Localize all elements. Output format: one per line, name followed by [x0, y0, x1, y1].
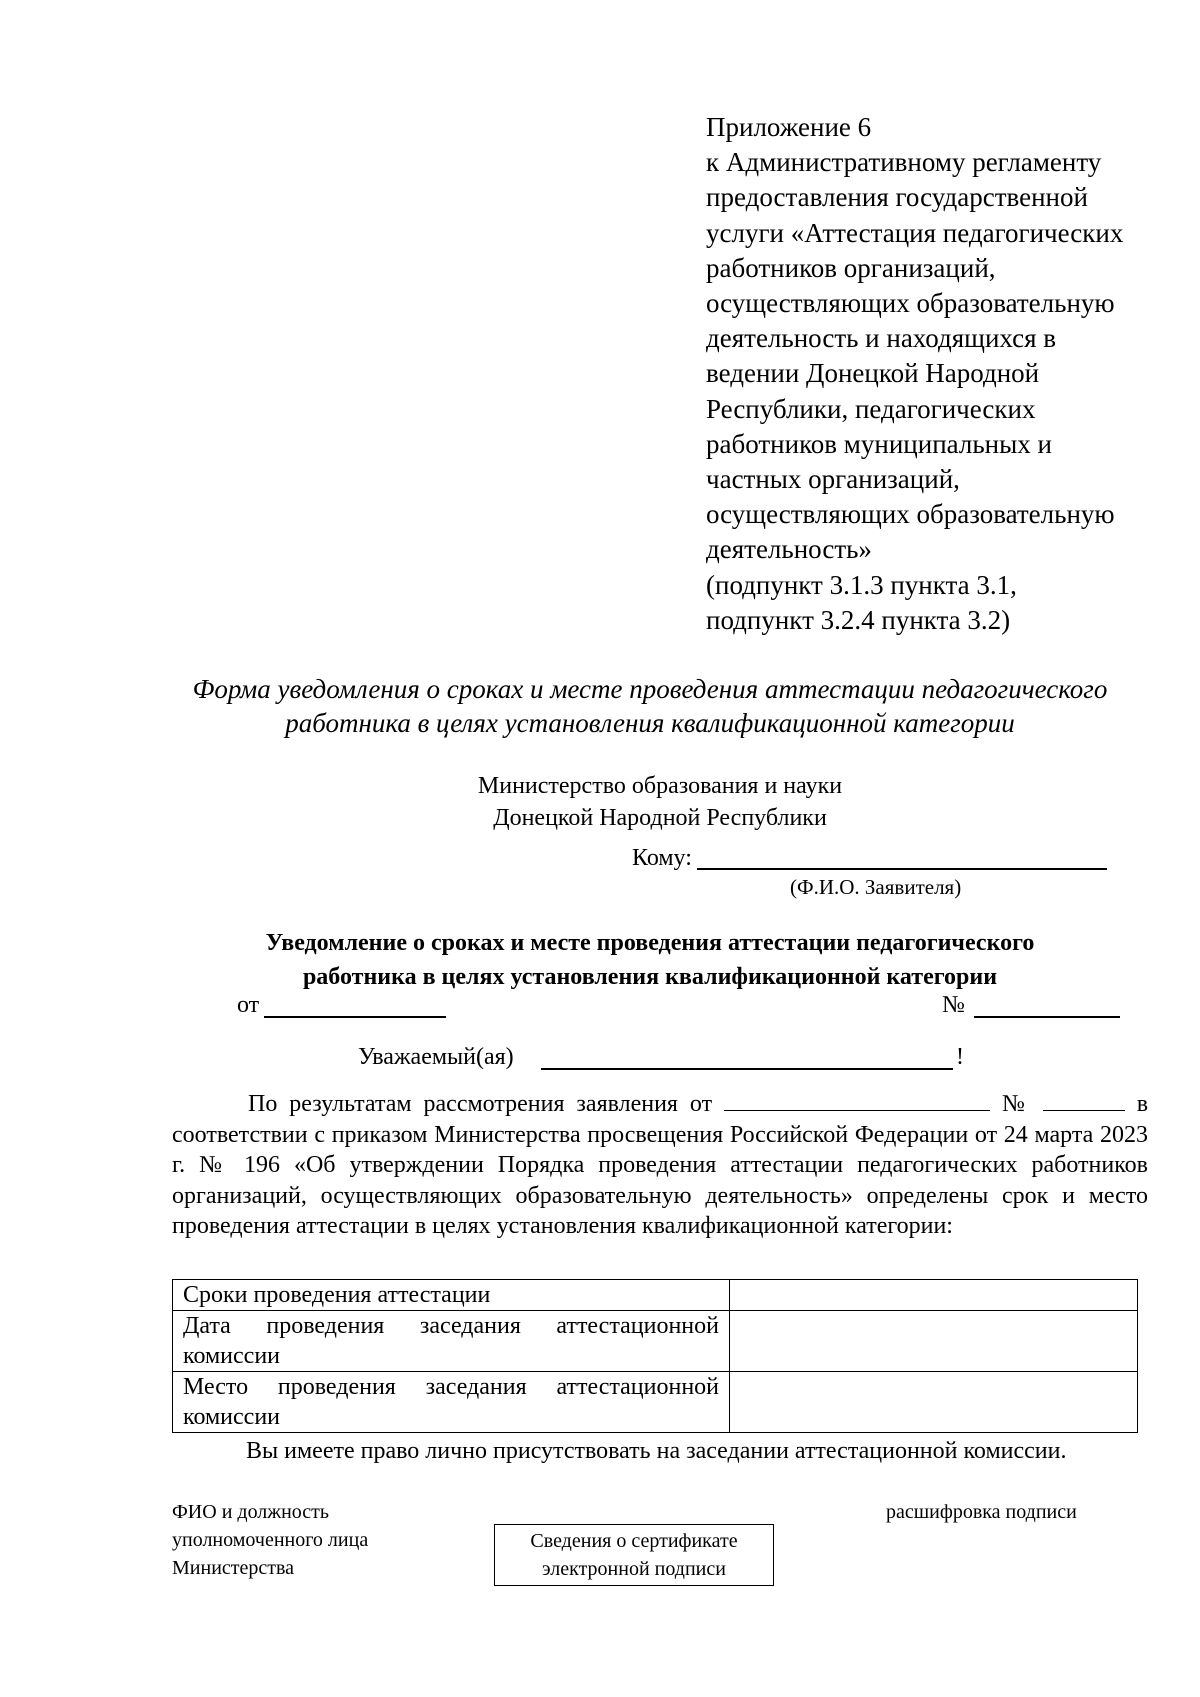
notice-title	[150, 926, 1150, 994]
appendix-line: подпункт 3.2.4 пункта 3.2)	[706, 604, 1011, 635]
signatory-position	[172, 1498, 368, 1582]
number-label: №	[942, 992, 965, 1018]
appendix-header	[706, 110, 1166, 638]
body-number-sign: №	[1001, 1091, 1031, 1117]
appendix-line: осуществляющих образовательную	[706, 499, 1115, 530]
table-cell-value[interactable]	[730, 1372, 1138, 1433]
appendix-line: осуществляющих образовательную	[706, 288, 1115, 319]
signatory-line: Министерства	[172, 1557, 295, 1579]
number-field-line[interactable]	[974, 1016, 1120, 1018]
greeting-name-field-line[interactable]	[541, 1068, 953, 1070]
form-title-line-1: Форма уведомления о сроках и месте проведения аттестации педагогического	[192, 674, 1108, 704]
greeting-exclamation: !	[956, 1044, 964, 1070]
body-text-part-2: в соответствии с приказом Министерства просвещения Российской Федерации от 24 марта 2023 г. № 196 «Об утверждении Порядка проведения аттестации педагогических работников организаций, осуществляющих образовательную деятельность» определены срок и место проведения аттестации в целях установления квалификационной категории:	[172, 1091, 1149, 1239]
signature-decoding: расшифровка подписи	[886, 1501, 1077, 1523]
table-cell-label: Сроки проведения аттестации	[173, 1280, 730, 1311]
appendix-line: Республики, педагогических	[706, 393, 1036, 424]
recipient-field-line[interactable]	[697, 868, 1107, 870]
table-row	[173, 1372, 1138, 1433]
e-signature-certificate-box	[494, 1524, 774, 1586]
signatory-line: ФИО и должность	[172, 1501, 330, 1523]
appendix-line: деятельность и находящихся в	[706, 323, 1057, 354]
notice-title-line-2: работника в целях установления квалификационной категории	[302, 964, 998, 990]
recipient-label: Кому:	[632, 845, 692, 871]
ministry-line-2: Донецкой Народной Республики	[493, 805, 827, 831]
appendix-line: (подпункт 3.1.3 пункта 3.1,	[706, 569, 1017, 600]
ministry-line-1: Министерство образования и науки	[477, 773, 843, 799]
certificate-line: электронной подписи	[542, 1558, 726, 1580]
table-cell-label: Место проведения заседания аттестационной комиссии	[173, 1372, 730, 1433]
application-date-blank[interactable]	[724, 1088, 990, 1111]
table-cell-value[interactable]	[730, 1311, 1138, 1372]
table-row	[173, 1311, 1138, 1372]
appendix-line: предоставления государственной	[706, 182, 1088, 213]
appendix-line: Приложение 6	[706, 112, 872, 142]
appendix-line: услуги «Аттестация педагогических	[706, 217, 1124, 248]
form-title	[150, 672, 1150, 740]
certificate-line: Сведения о сертификате	[530, 1530, 738, 1552]
form-title-line-2: работника в целях установления квалификационной категории	[285, 708, 1015, 738]
greeting-label: Уважаемый(ая)	[358, 1044, 514, 1070]
body-text-part-1: По результатам рассмотрения заявления от	[248, 1091, 713, 1117]
appendix-line: работников организаций,	[706, 252, 996, 283]
notice-title-line-1: Уведомление о сроках и месте проведения аттестации педагогического	[265, 930, 1035, 956]
appendix-line: к Административному регламенту	[706, 147, 1102, 178]
table-cell-label: Дата проведения заседания аттестационной комиссии	[173, 1311, 730, 1372]
appendix-line: деятельность»	[706, 534, 872, 565]
application-number-blank[interactable]	[1043, 1088, 1125, 1111]
attendance-note: Вы имеете право лично присутствовать на заседании аттестационной комиссии.	[246, 1438, 1067, 1464]
attestation-table	[172, 1279, 1138, 1433]
signatory-line: уполномоченного лица	[172, 1529, 369, 1551]
table-row	[173, 1280, 1138, 1311]
appendix-line: частных организаций,	[706, 464, 960, 495]
ministry-name	[380, 770, 940, 834]
date-field-line[interactable]	[264, 1016, 446, 1018]
table-cell-value[interactable]	[730, 1280, 1138, 1311]
body-paragraph	[172, 1088, 1148, 1242]
date-label: от	[237, 992, 260, 1018]
appendix-line: работников муниципальных и	[706, 428, 1052, 459]
appendix-line: ведении Донецкой Народной	[706, 358, 1040, 389]
recipient-caption: (Ф.И.О. Заявителя)	[790, 875, 962, 899]
